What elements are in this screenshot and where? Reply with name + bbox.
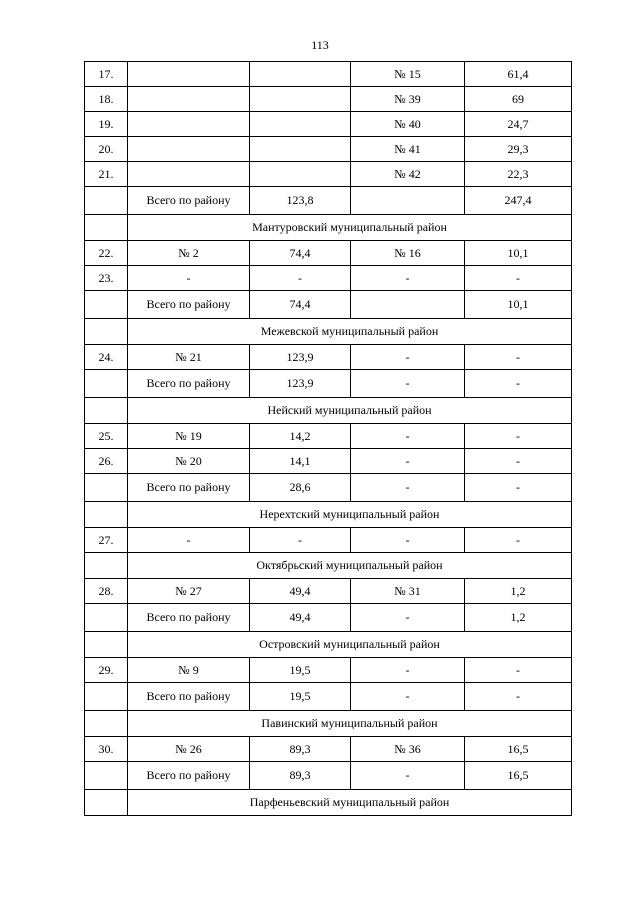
facility-a-cell: Всего по району — [128, 474, 250, 502]
page-number: 113 — [311, 38, 329, 52]
value-b-cell: - — [465, 528, 572, 553]
row-number-cell — [85, 604, 128, 632]
district-header-row — [85, 319, 572, 345]
facility-a-cell: Всего по району — [128, 370, 250, 398]
facility-b-cell: - — [351, 345, 465, 370]
facility-b-cell: № 31 — [351, 579, 465, 604]
row-number-cell — [85, 762, 128, 790]
facility-a-cell: № 21 — [128, 345, 250, 370]
facility-b-cell: № 40 — [351, 112, 465, 137]
facility-b-cell — [351, 291, 465, 319]
value-b-cell: 22,3 — [465, 162, 572, 187]
row-number-cell: 29. — [85, 658, 128, 683]
district-name-cell: Октябрьский муниципальный район — [128, 553, 572, 579]
facility-a-cell: - — [128, 266, 250, 291]
value-a-cell: 14,2 — [250, 424, 351, 449]
district-header-row — [85, 790, 572, 816]
value-a-cell: 14,1 — [250, 449, 351, 474]
value-a-cell: 89,3 — [250, 737, 351, 762]
table-row — [85, 424, 572, 449]
value-b-cell: 69 — [465, 87, 572, 112]
row-number-cell: 22. — [85, 241, 128, 266]
value-a-cell: 123,9 — [250, 345, 351, 370]
value-b-cell: 24,7 — [465, 112, 572, 137]
district-total-row — [85, 762, 572, 790]
table-row — [85, 449, 572, 474]
value-b-cell: 247,4 — [465, 187, 572, 215]
row-number-cell: 25. — [85, 424, 128, 449]
district-header-row — [85, 553, 572, 579]
value-b-cell: 1,2 — [465, 604, 572, 632]
value-b-cell: - — [465, 266, 572, 291]
value-b-cell: 10,1 — [465, 241, 572, 266]
facility-b-cell: № 39 — [351, 87, 465, 112]
facility-a-cell: № 19 — [128, 424, 250, 449]
facility-a-cell — [128, 87, 250, 112]
district-name-cell: Мантуровский муниципальный район — [128, 215, 572, 241]
row-number-cell — [85, 790, 128, 816]
facility-b-cell: - — [351, 762, 465, 790]
facility-a-cell — [128, 62, 250, 87]
district-name-cell: Павинский муниципальный район — [128, 711, 572, 737]
district-header-row — [85, 502, 572, 528]
table-row — [85, 62, 572, 87]
table-row — [85, 658, 572, 683]
value-a-cell: 28,6 — [250, 474, 351, 502]
facility-b-cell: - — [351, 658, 465, 683]
row-number-cell — [85, 215, 128, 241]
row-number-cell — [85, 370, 128, 398]
district-header-row — [85, 711, 572, 737]
row-number-cell — [85, 319, 128, 345]
district-total-row — [85, 187, 572, 215]
value-b-cell: - — [465, 424, 572, 449]
facility-b-cell: - — [351, 424, 465, 449]
facility-b-cell: - — [351, 266, 465, 291]
value-a-cell: 19,5 — [250, 683, 351, 711]
value-b-cell: 16,5 — [465, 737, 572, 762]
facility-b-cell: - — [351, 449, 465, 474]
value-b-cell: - — [465, 683, 572, 711]
table-row — [85, 737, 572, 762]
value-b-cell: 10,1 — [465, 291, 572, 319]
table-row — [85, 87, 572, 112]
district-header-row — [85, 398, 572, 424]
value-a-cell — [250, 137, 351, 162]
facility-b-cell: - — [351, 474, 465, 502]
facility-a-cell: № 26 — [128, 737, 250, 762]
value-a-cell: - — [250, 528, 351, 553]
value-b-cell: - — [465, 474, 572, 502]
value-a-cell: 123,8 — [250, 187, 351, 215]
value-a-cell: 49,4 — [250, 604, 351, 632]
value-b-cell: - — [465, 658, 572, 683]
row-number-cell: 18. — [85, 87, 128, 112]
district-total-row — [85, 683, 572, 711]
value-a-cell — [250, 162, 351, 187]
facility-a-cell: Всего по району — [128, 683, 250, 711]
facility-b-cell: - — [351, 683, 465, 711]
value-a-cell — [250, 112, 351, 137]
facility-a-cell: № 27 — [128, 579, 250, 604]
row-number-cell — [85, 553, 128, 579]
facility-a-cell — [128, 162, 250, 187]
district-header-row — [85, 632, 572, 658]
row-number-cell: 27. — [85, 528, 128, 553]
row-number-cell — [85, 683, 128, 711]
table-row — [85, 528, 572, 553]
row-number-cell: 17. — [85, 62, 128, 87]
facility-a-cell: Всего по району — [128, 604, 250, 632]
row-number-cell — [85, 711, 128, 737]
row-number-cell: 26. — [85, 449, 128, 474]
facility-a-cell — [128, 112, 250, 137]
table-row — [85, 241, 572, 266]
value-b-cell: - — [465, 449, 572, 474]
district-total-row — [85, 291, 572, 319]
row-number-cell — [85, 398, 128, 424]
value-a-cell: - — [250, 266, 351, 291]
table-row — [85, 162, 572, 187]
value-a-cell: 19,5 — [250, 658, 351, 683]
facility-a-cell — [128, 137, 250, 162]
row-number-cell — [85, 632, 128, 658]
table-row — [85, 137, 572, 162]
district-total-row — [85, 474, 572, 502]
district-header-row — [85, 215, 572, 241]
facility-a-cell: Всего по району — [128, 762, 250, 790]
district-total-row — [85, 604, 572, 632]
value-b-cell: 16,5 — [465, 762, 572, 790]
facility-b-cell — [351, 187, 465, 215]
value-a-cell: 123,9 — [250, 370, 351, 398]
facility-b-cell: № 15 — [351, 62, 465, 87]
table-row — [85, 345, 572, 370]
district-name-cell: Парфеньевский муниципальный район — [128, 790, 572, 816]
table-row — [85, 579, 572, 604]
row-number-cell: 24. — [85, 345, 128, 370]
district-name-cell: Островский муниципальный район — [128, 632, 572, 658]
value-b-cell: 61,4 — [465, 62, 572, 87]
value-a-cell — [250, 62, 351, 87]
row-number-cell: 20. — [85, 137, 128, 162]
row-number-cell — [85, 474, 128, 502]
value-b-cell: - — [465, 345, 572, 370]
facility-b-cell: - — [351, 604, 465, 632]
facility-a-cell: № 20 — [128, 449, 250, 474]
value-b-cell: - — [465, 370, 572, 398]
district-name-cell: Нейский муниципальный район — [128, 398, 572, 424]
value-b-cell: 29,3 — [465, 137, 572, 162]
district-name-cell: Межевской муниципальный район — [128, 319, 572, 345]
table-row — [85, 112, 572, 137]
table-body — [85, 62, 572, 816]
table-row — [85, 266, 572, 291]
value-a-cell: 49,4 — [250, 579, 351, 604]
facility-a-cell: Всего по району — [128, 291, 250, 319]
facility-b-cell: - — [351, 370, 465, 398]
district-total-row — [85, 370, 572, 398]
row-number-cell — [85, 502, 128, 528]
row-number-cell: 28. — [85, 579, 128, 604]
facility-b-cell: № 36 — [351, 737, 465, 762]
row-number-cell — [85, 291, 128, 319]
row-number-cell: 21. — [85, 162, 128, 187]
facility-b-cell: № 41 — [351, 137, 465, 162]
facility-a-cell: № 2 — [128, 241, 250, 266]
row-number-cell: 19. — [85, 112, 128, 137]
value-b-cell: 1,2 — [465, 579, 572, 604]
facility-b-cell: № 16 — [351, 241, 465, 266]
value-a-cell: 74,4 — [250, 291, 351, 319]
value-a-cell: 89,3 — [250, 762, 351, 790]
row-number-cell: 30. — [85, 737, 128, 762]
value-a-cell: 74,4 — [250, 241, 351, 266]
data-table — [84, 61, 572, 816]
facility-a-cell: Всего по району — [128, 187, 250, 215]
row-number-cell — [85, 187, 128, 215]
facility-a-cell: - — [128, 528, 250, 553]
facility-b-cell: № 42 — [351, 162, 465, 187]
facility-a-cell: № 9 — [128, 658, 250, 683]
district-name-cell: Нерехтский муниципальный район — [128, 502, 572, 528]
facility-b-cell: - — [351, 528, 465, 553]
row-number-cell: 23. — [85, 266, 128, 291]
value-a-cell — [250, 87, 351, 112]
